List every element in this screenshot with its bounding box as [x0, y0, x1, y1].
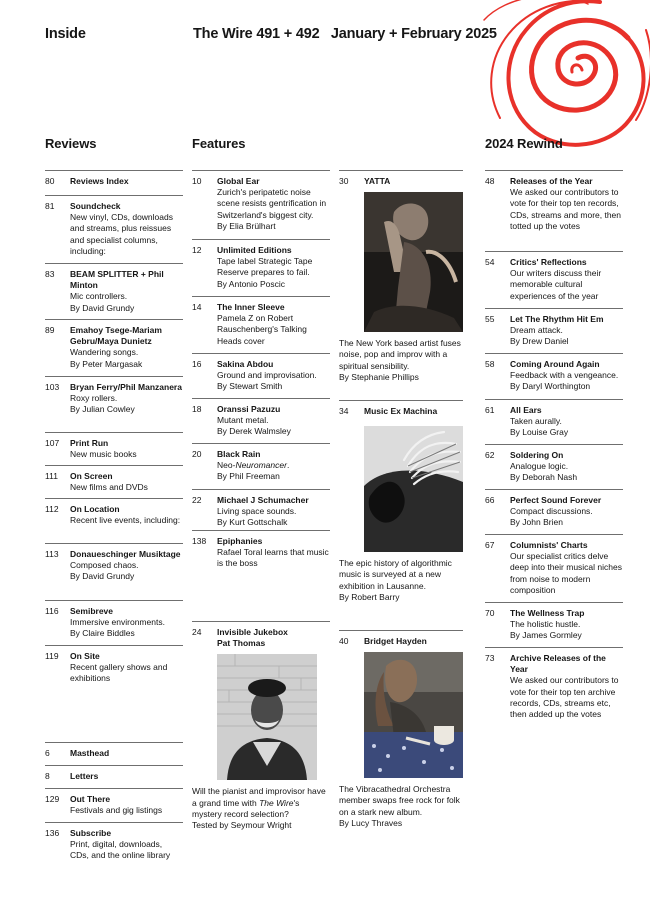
- entry-title: Soundcheck: [70, 201, 121, 211]
- entry-title: All Ears: [510, 405, 542, 415]
- entry-byline: By Robert Barry: [339, 591, 400, 602]
- entry-desc: Pamela Z on Robert Rauschenberg's Talking Heads cover: [217, 313, 307, 346]
- entry-desc: Will the pianist and improvisor have a grand time with The Wire's mystery record selection?: [192, 786, 326, 819]
- entry-desc: Our specialist critics delve deep into their musical niches from noise to modern composition: [510, 551, 622, 595]
- page-number: 8: [45, 771, 50, 781]
- entry-desc: We asked our contributors to vote for their top ten archive records, CDs, streams etc, then added up the votes: [510, 675, 619, 720]
- entry-title: Black Rain: [217, 449, 261, 459]
- entry-title: Unlimited Editions: [217, 245, 292, 255]
- entry-title: On Screen: [70, 471, 113, 481]
- entry-desc: Composed chaos.: [70, 560, 139, 571]
- toc-entry[interactable]: [45, 263, 183, 319]
- page-number: 16: [192, 359, 202, 369]
- entry-byline: By Stewart Smith: [217, 381, 283, 392]
- entry-title: Oranssi Pazuzu: [217, 404, 281, 414]
- entry-byline: By Peter Margasak: [70, 358, 143, 369]
- entry-byline: By John Brien: [510, 517, 563, 528]
- toc-entry[interactable]: [339, 170, 463, 400]
- page-number: 70: [485, 608, 495, 618]
- entry-desc: Festivals and gig listings: [70, 805, 163, 816]
- toc-entry[interactable]: [485, 399, 623, 444]
- music-ex-machina-photo: [364, 426, 463, 552]
- entry-byline: By Lucy Thraves: [339, 817, 403, 828]
- entry-desc: Taken aurally.: [510, 416, 562, 427]
- entry-desc: We asked our contributors to vote for their top ten records, CDs, streams and more, then totted up the votes: [510, 187, 622, 231]
- page-number: 30: [339, 176, 349, 186]
- entry-title: Music Ex Machina: [364, 406, 438, 416]
- page-number: 62: [485, 450, 495, 460]
- toc-entry[interactable]: [192, 353, 330, 398]
- entry-desc: The Vibracathedral Orchestra member swaps free rock for folk on a stark new album.: [339, 784, 460, 817]
- entry-desc: Living space sounds.: [217, 506, 297, 517]
- page-number: 103: [45, 382, 60, 392]
- page-number: 34: [339, 406, 349, 416]
- entry-title: Emahoy Tsege-Mariam Gebru/Maya Dunietz: [70, 325, 162, 347]
- page-number: 80: [45, 176, 55, 186]
- toc-entry[interactable]: [45, 645, 183, 691]
- rewind-column: [485, 170, 623, 737]
- page-number: 61: [485, 405, 495, 415]
- toc-entry[interactable]: [45, 376, 183, 432]
- page-number: 10: [192, 176, 202, 186]
- toc-entry[interactable]: [339, 400, 463, 630]
- page-number: 81: [45, 201, 55, 211]
- entry-title: Perfect Sound Forever: [510, 495, 602, 505]
- features-heading: Features: [192, 136, 246, 151]
- toc-entry[interactable]: [485, 444, 623, 489]
- entry-byline: By James Gormley: [510, 630, 582, 641]
- entry-byline: By Kurt Gottschalk: [217, 517, 288, 528]
- entry-title: Bridget Hayden: [364, 636, 427, 646]
- page-number: 20: [192, 449, 202, 459]
- entry-title: Masthead: [70, 748, 110, 758]
- entry-desc: Mic controllers.: [70, 291, 128, 302]
- toc-entry[interactable]: [45, 195, 183, 263]
- page-number: 14: [192, 302, 202, 312]
- entry-title: The Inner Sleeve: [217, 302, 285, 312]
- entry-subtitle: Pat Thomas: [217, 638, 266, 649]
- entry-title: Subscribe: [70, 828, 112, 838]
- entry-desc: Our writers discuss their memorable cultural experiences of the year: [510, 268, 602, 301]
- extras-list: [45, 742, 183, 868]
- page-number: 112: [45, 504, 59, 514]
- entry-byline: By Stephanie Phillips: [339, 371, 419, 382]
- toc-entry[interactable]: [45, 742, 183, 765]
- entry-title: BEAM SPLITTER + Phil Minton: [70, 269, 164, 291]
- toc-entry[interactable]: [45, 788, 183, 822]
- entry-title: Print Run: [70, 438, 109, 448]
- entry-desc: Wandering songs.: [70, 347, 139, 358]
- entry-byline: By Julian Cowley: [70, 404, 135, 415]
- entry-desc: Mutant metal.: [217, 415, 269, 426]
- toc-entry[interactable]: [45, 170, 183, 195]
- toc-entry[interactable]: [192, 296, 330, 353]
- page-number: 116: [45, 606, 59, 616]
- toc-entry[interactable]: [485, 602, 623, 647]
- rewind-heading: 2024 Rewind: [485, 136, 563, 151]
- entry-byline: By Phil Freeman: [217, 471, 280, 482]
- entry-desc: New films and DVDs: [70, 482, 148, 493]
- entry-title: YATTA: [364, 176, 391, 186]
- page-number: 58: [485, 359, 495, 369]
- entry-byline: By Deborah Nash: [510, 472, 578, 483]
- toc-entry[interactable]: [485, 170, 623, 251]
- toc-entry[interactable]: [192, 398, 330, 443]
- entry-desc: Neo-Neuromancer.: [217, 460, 290, 471]
- entry-title: Invisible Jukebox: [217, 627, 288, 637]
- entry-desc: The holistic hustle.: [510, 619, 581, 630]
- bridget-hayden-photo: [364, 652, 463, 778]
- page-number: 24: [192, 627, 202, 637]
- toc-entry[interactable]: [485, 308, 623, 353]
- entry-desc: Immersive environments.: [70, 617, 165, 628]
- entry-byline: By Antonio Poscic: [217, 278, 286, 289]
- entry-title: Global Ear: [217, 176, 260, 186]
- toc-entry[interactable]: [45, 765, 183, 788]
- page-number: 138: [192, 536, 207, 546]
- reviews-column: [45, 170, 183, 691]
- yatta-photo: [364, 192, 463, 332]
- entry-title: On Site: [70, 651, 100, 661]
- page-number: 6: [45, 748, 50, 758]
- toc-entry[interactable]: [192, 530, 330, 621]
- entry-title: Letters: [70, 771, 99, 781]
- entry-desc: New vinyl, CDs, downloads and streams, plus reissues and specialist columns, including:: [70, 212, 173, 256]
- entry-desc: Recent live events, including:: [70, 515, 181, 526]
- issue-title: The Wire 491 + 492 January + February 2025: [193, 26, 497, 42]
- features-column: [192, 170, 330, 851]
- page-number: 113: [45, 549, 59, 559]
- entry-byline: By David Grundy: [70, 302, 135, 313]
- entry-byline: By Claire Biddles: [70, 628, 135, 639]
- entry-title: Columnists' Charts: [510, 540, 588, 550]
- entry-desc: Compact discussions.: [510, 506, 593, 517]
- page-number: 55: [485, 314, 495, 324]
- entry-title: Let The Rhythm Hit Em: [510, 314, 604, 324]
- page-number: 119: [45, 651, 59, 661]
- entry-desc: Recent gallery shows and exhibitions: [70, 662, 168, 684]
- toc-entry[interactable]: [45, 319, 183, 376]
- features-column-2: [339, 170, 463, 860]
- entry-title: Michael J Schumacher: [217, 495, 309, 505]
- entry-desc: Zurich's peripatetic noise scene resists gentrification in Switzerland's biggest city.: [217, 187, 327, 220]
- page-number: 136: [45, 828, 60, 838]
- entry-desc: Feedback with a vengeance.: [510, 370, 619, 381]
- entry-title: Releases of the Year: [510, 176, 593, 186]
- entry-title: Archive Releases of the Year: [510, 653, 606, 675]
- toc-entry[interactable]: [45, 465, 183, 498]
- section-label: Inside: [45, 26, 86, 42]
- entry-desc: Tape label Strategic Tape Reserve prepares to fail.: [217, 256, 313, 278]
- toc-entry[interactable]: [485, 647, 623, 737]
- page-number: 107: [45, 438, 60, 448]
- page-number: 129: [45, 794, 60, 804]
- entry-title: Epiphanies: [217, 536, 263, 546]
- entry-title: Donaueschinger Musiktage: [70, 549, 181, 559]
- page-number: 18: [192, 404, 202, 414]
- page-number: 67: [485, 540, 495, 550]
- toc-entry[interactable]: [192, 239, 330, 296]
- entry-byline: By David Grundy: [70, 571, 135, 582]
- entry-byline: By Daryl Worthington: [510, 381, 591, 392]
- toc-entry[interactable]: [485, 353, 623, 399]
- toc-entry[interactable]: [485, 489, 623, 534]
- toc-entry-jukebox[interactable]: [192, 621, 330, 851]
- page-number: 73: [485, 653, 495, 663]
- entry-desc: Rafael Toral learns that music is the boss: [217, 547, 329, 569]
- entry-desc: The New York based artist fuses noise, pop and improv with a spiritual sensibility.: [339, 338, 461, 371]
- page-number: 54: [485, 257, 495, 267]
- entry-title: Reviews Index: [70, 176, 129, 186]
- page-number: 48: [485, 176, 495, 186]
- entry-desc: The epic history of algorithmic music is surveyed at a new exhibition in Lausanne.: [339, 558, 452, 591]
- entry-byline: By Drew Daniel: [510, 336, 569, 347]
- toc-entry[interactable]: [485, 251, 623, 308]
- page-number: 83: [45, 269, 55, 279]
- toc-entry[interactable]: [45, 543, 183, 600]
- entry-desc: Dream attack.: [510, 325, 563, 336]
- entry-title: Sakina Abdou: [217, 359, 274, 369]
- entry-desc: Print, digital, downloads, CDs, and the online library: [70, 839, 171, 861]
- entry-byline: By Louise Gray: [510, 427, 569, 438]
- toc-entry[interactable]: [45, 432, 183, 465]
- toc-entry[interactable]: [45, 822, 183, 868]
- entry-title: Critics' Reflections: [510, 257, 587, 267]
- page-number: 111: [45, 471, 58, 481]
- entry-title: Semibreve: [70, 606, 113, 616]
- page-number: 66: [485, 495, 495, 505]
- entry-byline: Tested by Seymour Wright: [192, 820, 292, 831]
- toc-entry[interactable]: [45, 498, 183, 543]
- entry-byline: By Derek Walmsley: [217, 426, 291, 437]
- entry-byline: By Elia Brülhart: [217, 220, 276, 231]
- entry-title: Coming Around Again: [510, 359, 600, 369]
- toc-entry[interactable]: [339, 630, 463, 860]
- page-number: 40: [339, 636, 349, 646]
- page-number: 89: [45, 325, 55, 335]
- entry-title: Bryan Ferry/Phil Manzanera: [70, 382, 182, 392]
- entry-title: Soldering On: [510, 450, 564, 460]
- entry-desc: Analogue logic.: [510, 461, 569, 472]
- entry-desc: New music books: [70, 449, 137, 460]
- toc-entry[interactable]: [192, 170, 330, 239]
- toc-entry[interactable]: [192, 489, 330, 530]
- entry-title: The Wellness Trap: [510, 608, 585, 618]
- entry-title: On Location: [70, 504, 120, 514]
- entry-desc: Ground and improvisation.: [217, 370, 317, 381]
- page-number: 22: [192, 495, 202, 505]
- entry-desc: Roxy rollers.: [70, 393, 118, 404]
- toc-entry[interactable]: [45, 600, 183, 645]
- page-number: 12: [192, 245, 202, 255]
- toc-entry[interactable]: [485, 534, 623, 602]
- spiral-graphic: [460, 0, 650, 150]
- toc-entry[interactable]: [192, 443, 330, 489]
- pat-thomas-photo: [217, 654, 317, 780]
- reviews-heading: Reviews: [45, 136, 97, 151]
- entry-title: Out There: [70, 794, 111, 804]
